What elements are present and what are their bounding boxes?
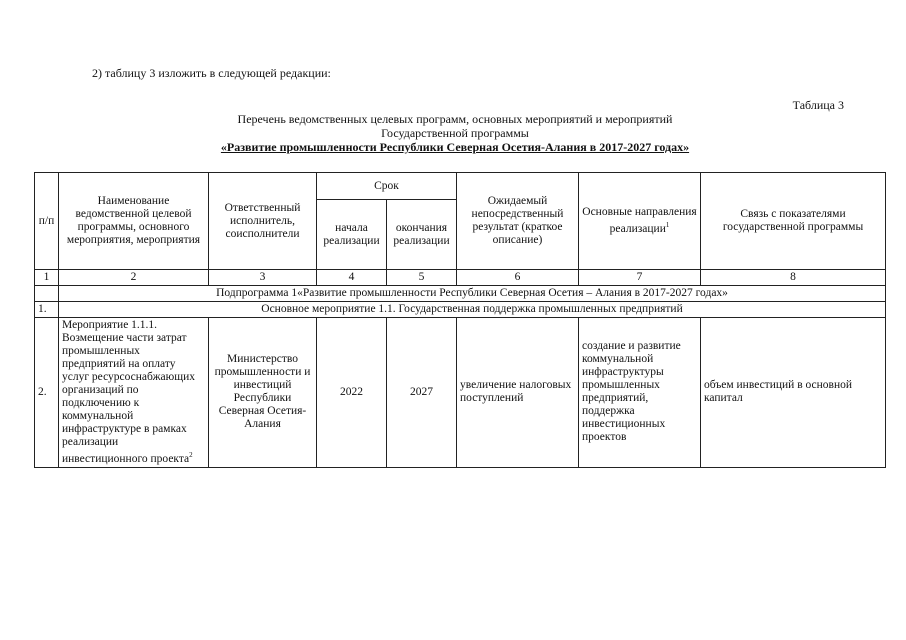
col-number: 2 <box>59 270 209 286</box>
header-link: Связь с показателями государственной программы <box>701 173 886 270</box>
footnote-2-marker: 2 <box>189 451 193 459</box>
subprogram-row <box>35 286 886 302</box>
activity-start-year: 2022 <box>317 318 387 468</box>
document-title <box>150 112 760 154</box>
activity-name <box>59 318 209 468</box>
activity-directions: создание и развитие коммунальной инфраструктуры промышленных предприятий, поддержка инвестиционных проектов <box>579 318 701 468</box>
subprogram-number-cell <box>35 286 59 302</box>
col-number: 1 <box>35 270 59 286</box>
col-number: 5 <box>387 270 457 286</box>
activity-result: увеличение налоговых поступлений <box>457 318 579 468</box>
column-number-row <box>35 270 886 286</box>
col-number: 4 <box>317 270 387 286</box>
header-end: окончания реализации <box>387 200 457 270</box>
header-name: Наименование ведомственной целевой программы, основного мероприятия, мероприятия <box>59 173 209 270</box>
header-directions-label: Основные направления реализации <box>582 206 697 235</box>
header-term: Срок <box>317 173 457 200</box>
footnote-1-marker: 1 <box>665 221 670 230</box>
row-number: 1. <box>35 302 59 318</box>
row-number: 2. <box>35 318 59 468</box>
col-number: 7 <box>579 270 701 286</box>
header-directions <box>579 173 701 270</box>
col-number: 8 <box>701 270 886 286</box>
activity-indicator-link: объем инвестиций в основной капитал <box>701 318 886 468</box>
title-line-3: «Развитие промышленности Республики Северная Осетия-Алания в 2017-2027 годах» <box>220 140 690 154</box>
subprogram-title: Подпрограмма 1«Развитие промышленности Республики Северная Осетия – Алания в 2017-2027 годах» <box>59 286 886 302</box>
header-number: п/п <box>35 173 59 270</box>
activities-table <box>34 172 886 468</box>
title-line-1: Перечень ведомственных целевых программ, основных мероприятий и мероприятий <box>237 112 673 126</box>
activity-executor: Министерство промышленности и инвестиций Республики Северная Осетия-Алания <box>209 318 317 468</box>
activity-name-text: Мероприятие 1.1.1. Возмещение части затрат промышленных предприятий на оплату услуг ресурсоснабжающих организаций по подключению к коммунальной инфраструктуре в рамках реализации инвестиционного проекта <box>62 319 195 465</box>
table-row <box>35 318 886 468</box>
main-activity-title: Основное мероприятие 1.1. Государственная поддержка промышленных предприятий <box>59 302 886 318</box>
header-executor: Ответственный исполнитель, соисполнители <box>209 173 317 270</box>
activity-end-year: 2027 <box>387 318 457 468</box>
header-start: начала реализации <box>317 200 387 270</box>
header-result: Ожидаемый непосредственный результат (краткое описание) <box>457 173 579 270</box>
intro-text: 2) таблицу 3 изложить в следующей редакции: <box>92 66 331 80</box>
col-number: 3 <box>209 270 317 286</box>
table-row <box>35 302 886 318</box>
title-line-2: Государственной программы <box>381 126 529 140</box>
table-label: Таблица 3 <box>792 98 844 112</box>
col-number: 6 <box>457 270 579 286</box>
